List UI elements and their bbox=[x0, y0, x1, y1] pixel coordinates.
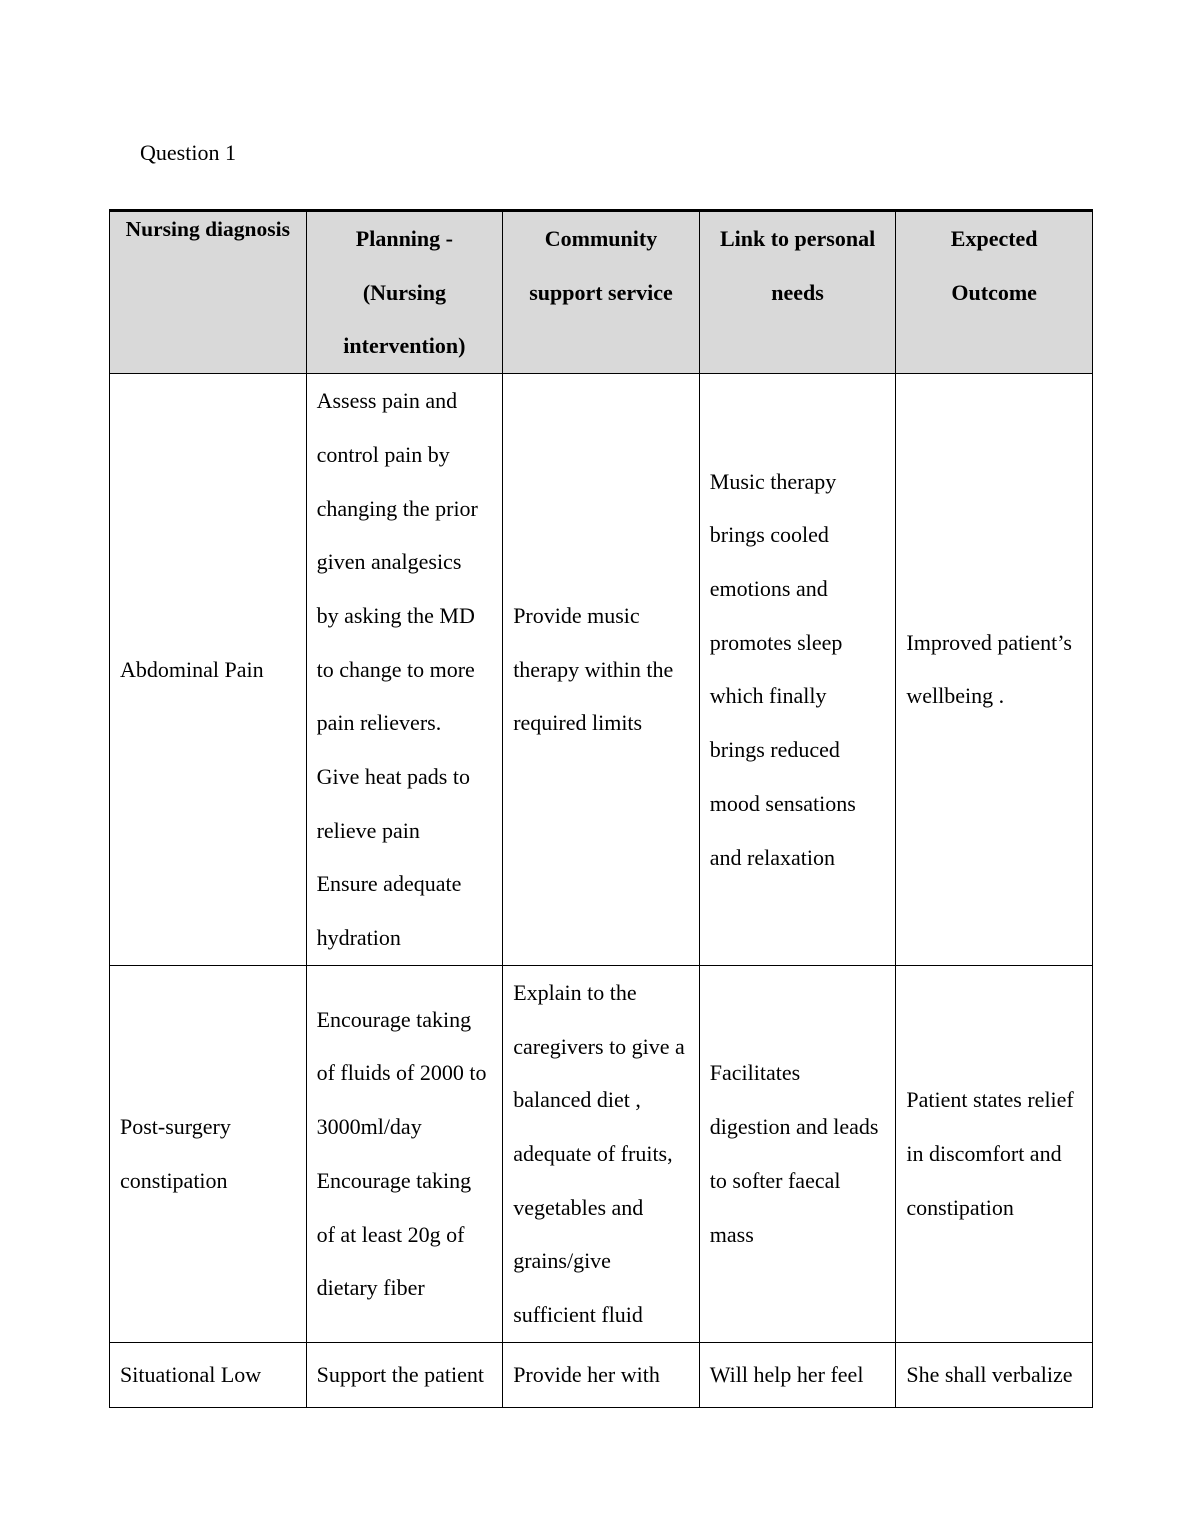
cell-line: therapy within the bbox=[513, 656, 674, 682]
header-expected-outcome bbox=[896, 211, 1093, 374]
cell-line: constipation bbox=[906, 1194, 1014, 1220]
cell-line: Assess pain and bbox=[316, 388, 458, 414]
header-line: Community bbox=[544, 226, 658, 251]
cell-line: emotions and bbox=[709, 576, 828, 602]
cell-line: Provide music bbox=[513, 602, 640, 628]
cell-expected-outcome bbox=[896, 1342, 1093, 1407]
cell-line: balanced diet , bbox=[513, 1087, 641, 1113]
cell-line: Provide her with bbox=[513, 1361, 660, 1387]
cell-line: brings reduced bbox=[709, 737, 840, 763]
cell-planning bbox=[306, 374, 503, 966]
cell-line: by asking the MD bbox=[316, 602, 475, 628]
table-header bbox=[110, 211, 1093, 374]
cell-planning bbox=[306, 1342, 503, 1407]
header-line: Link to personal bbox=[719, 226, 876, 251]
cell-line: digestion and leads bbox=[709, 1114, 879, 1140]
header-line: Nursing diagnosis bbox=[125, 217, 290, 241]
cell-line: given analgesics bbox=[316, 549, 462, 575]
header-line: Expected bbox=[950, 226, 1038, 251]
cell-line: dietary fiber bbox=[316, 1275, 425, 1301]
cell-line: Situational Low bbox=[120, 1361, 262, 1387]
cell-link-personal-needs bbox=[699, 965, 896, 1342]
cell-line: mood sensations bbox=[709, 790, 856, 816]
cell-line: Will help her feel bbox=[709, 1361, 864, 1387]
cell-line: vegetables and bbox=[513, 1194, 644, 1220]
cell-line: constipation bbox=[120, 1167, 228, 1193]
cell-line: pain relievers. bbox=[316, 710, 442, 736]
header-line: intervention) bbox=[343, 333, 466, 359]
cell-line: Encourage taking bbox=[316, 1167, 472, 1193]
cell-diagnosis bbox=[110, 965, 307, 1342]
header-line: Outcome bbox=[951, 279, 1037, 305]
cell-link-personal-needs bbox=[699, 1342, 896, 1407]
cell-line: Ensure adequate bbox=[316, 871, 462, 897]
table-row bbox=[110, 374, 1093, 966]
cell-line: relieve pain bbox=[316, 817, 420, 843]
cell-line: grains/give bbox=[513, 1248, 611, 1274]
header-line: needs bbox=[771, 279, 824, 305]
cell-line: Music therapy bbox=[709, 468, 837, 494]
cell-line: Give heat pads to bbox=[316, 764, 470, 790]
cell-line: Support the patient bbox=[316, 1361, 485, 1387]
table-row bbox=[110, 1342, 1093, 1407]
cell-line: of fluids of 2000 to bbox=[316, 1060, 487, 1086]
cell-line: Facilitates bbox=[709, 1060, 801, 1086]
cell-line: Abdominal Pain bbox=[120, 656, 264, 682]
cell-line: promotes sleep bbox=[709, 629, 843, 655]
cell-expected-outcome bbox=[896, 965, 1093, 1342]
cell-line: Patient states relief bbox=[906, 1087, 1074, 1113]
cell-community-support bbox=[503, 965, 700, 1342]
cell-line: control pain by bbox=[316, 441, 450, 467]
header-row bbox=[110, 211, 1093, 374]
header-community-support bbox=[503, 211, 700, 374]
cell-line: to change to more bbox=[316, 656, 475, 682]
cell-line: of at least 20g of bbox=[316, 1221, 465, 1247]
cell-line: in discomfort and bbox=[906, 1140, 1062, 1166]
cell-community-support bbox=[503, 1342, 700, 1407]
cell-line: Improved patient’s bbox=[906, 629, 1072, 655]
table-row bbox=[110, 965, 1093, 1342]
cell-line: Explain to the bbox=[513, 979, 637, 1005]
question-heading: Question 1 bbox=[140, 140, 236, 165]
cell-line: adequate of fruits, bbox=[513, 1140, 673, 1166]
cell-expected-outcome bbox=[896, 374, 1093, 966]
cell-line: She shall verbalize bbox=[906, 1361, 1073, 1387]
cell-line: and relaxation bbox=[709, 844, 836, 870]
cell-line: which finally bbox=[709, 683, 827, 709]
header-line: (Nursing bbox=[362, 279, 446, 305]
cell-diagnosis bbox=[110, 374, 307, 966]
cell-line: changing the prior bbox=[316, 495, 478, 521]
cell-line: brings cooled bbox=[709, 522, 829, 548]
cell-line: required limits bbox=[513, 710, 643, 736]
nursing-care-plan-table bbox=[109, 209, 1093, 1408]
cell-line: mass bbox=[709, 1221, 754, 1247]
header-nursing-diagnosis bbox=[110, 211, 307, 374]
header-planning bbox=[306, 211, 503, 374]
cell-line: hydration bbox=[316, 925, 401, 951]
header-line: support service bbox=[529, 279, 673, 305]
cell-line: caregivers to give a bbox=[513, 1033, 685, 1059]
header-line: Planning - bbox=[355, 226, 453, 251]
cell-diagnosis bbox=[110, 1342, 307, 1407]
cell-line: to softer faecal bbox=[709, 1167, 841, 1193]
cell-planning bbox=[306, 965, 503, 1342]
cell-line: Encourage taking bbox=[316, 1006, 472, 1032]
cell-community-support bbox=[503, 374, 700, 966]
cell-line: wellbeing . bbox=[906, 683, 1005, 709]
cell-link-personal-needs bbox=[699, 374, 896, 966]
cell-line: sufficient fluid bbox=[513, 1302, 643, 1328]
cell-line: Post-surgery bbox=[120, 1114, 231, 1140]
cell-line: 3000ml/day bbox=[316, 1114, 422, 1140]
header-link-personal-needs bbox=[699, 211, 896, 374]
